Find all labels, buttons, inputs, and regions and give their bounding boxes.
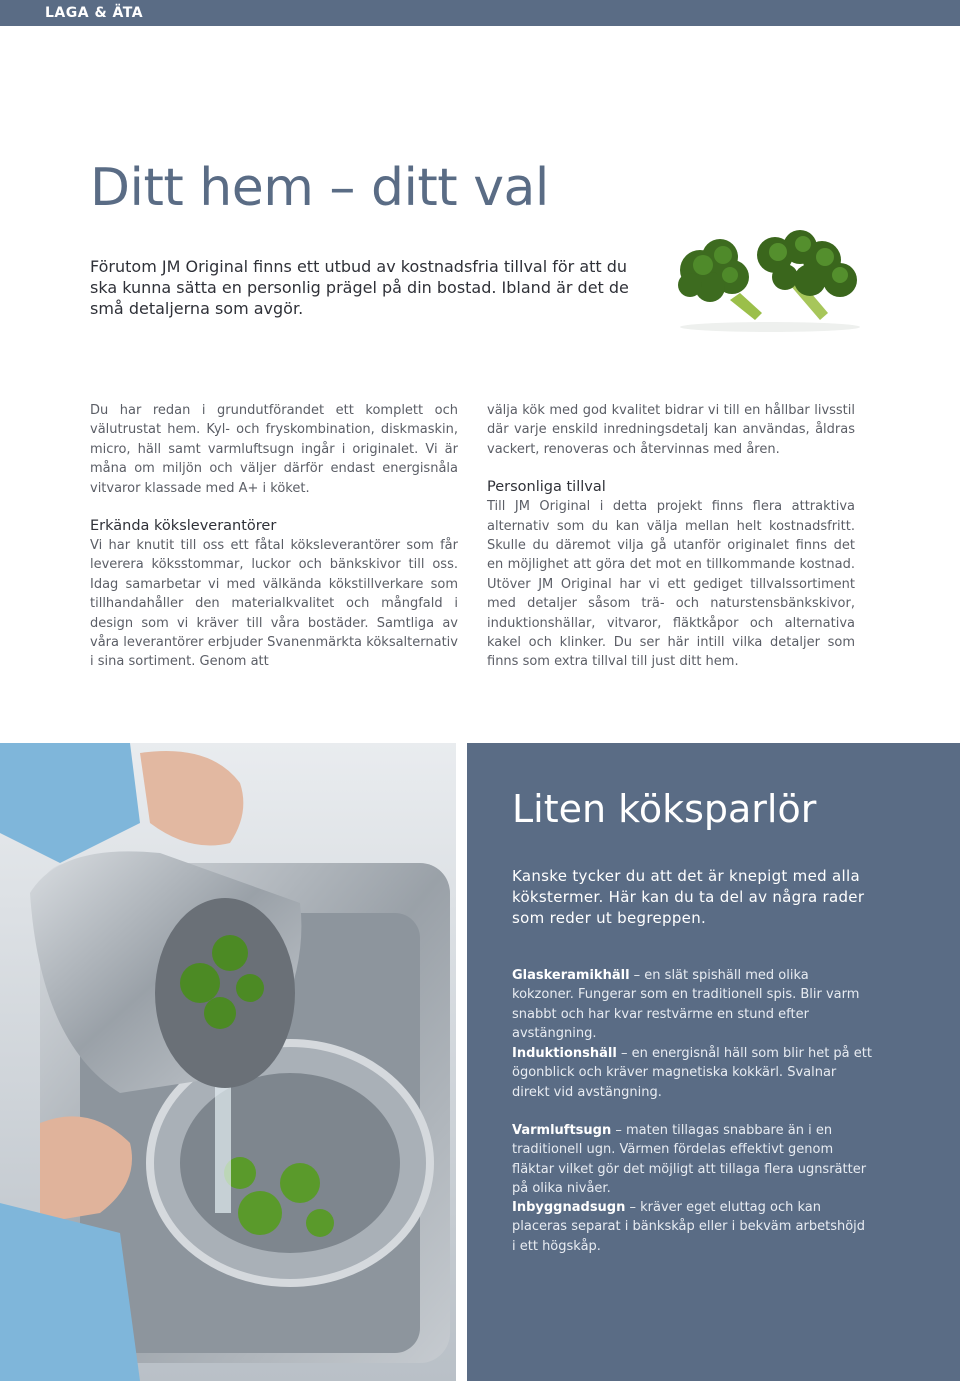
page-title: Ditt hem – ditt val bbox=[90, 158, 549, 218]
intro-paragraph: Förutom JM Original finns ett utbud av kostnadsfria tillval för att du ska kunna sätta en personlig prägel på din bostad. Ibland är det de små detaljerna som avgör. bbox=[90, 257, 629, 318]
panel-intro: Kanske tycker du att det är knepigt med alla kökstermer. Här kan du ta del av några rader som reder ut begreppen. bbox=[512, 867, 865, 927]
kitchen-glossary-panel bbox=[467, 743, 960, 1381]
glossary-definition: – en slät spishäll med olika kokzoner. Fungerar som en traditionell spis. Blir varm snabbt och har kvar restvärme en stund efter avstängning. bbox=[512, 968, 860, 1042]
kitchen-sink-photo bbox=[0, 743, 456, 1381]
heading-personal-options: Personliga tillval bbox=[487, 479, 606, 496]
glossary-entry bbox=[512, 966, 872, 1044]
glossary-entry bbox=[512, 1121, 872, 1199]
left-paragraph-1: Du har redan i grundutförandet ett komplett och välutrustat hem. Kyl- och fryskombination, diskmaskin, micro, häll samt varmluftsugn ingår i originalet. Vi är måna om miljön och väljer därför endast energisnåla vitvaror klassade med A+ i köket. bbox=[90, 403, 458, 496]
left-column bbox=[90, 401, 458, 672]
glossary-entry bbox=[512, 1198, 872, 1256]
right-paragraph-2: Till JM Original i detta projekt finns flera attraktiva alternativ som du kan välja mellan helt kostnadsfritt. Skulle du däremot vilja gå utanför originalet finns det en möjlighet att göra det mot en tillkommande kostnad. Utöver JM Original har vi ett gediget tillvalssortiment med detaljer såsom trä- och naturstensbänkskivor, induktionshällar, vitvaror, fläktkåpor och alternativa kakel och klinker. Du ser här intill vilka detaljer som finns som extra tillval till just ditt hem. bbox=[487, 499, 855, 670]
broccoli-image bbox=[670, 225, 870, 335]
right-column bbox=[487, 401, 855, 672]
glossary-term: Glaskeramikhäll bbox=[512, 968, 630, 983]
glossary-term: Varmluftsugn bbox=[512, 1123, 612, 1138]
glossary-term: Induktionshäll bbox=[512, 1046, 617, 1061]
glossary-definition: – kräver eget eluttag och kan placeras separat i bänkskåp eller i bekväm arbetshöjd i ett högskåp. bbox=[512, 1200, 866, 1254]
glossary-entry bbox=[512, 1044, 872, 1102]
heading-kitchen-suppliers: Erkända köksleverantörer bbox=[90, 518, 277, 535]
left-paragraph-2: Vi har knutit till oss ett fåtal köksleverantörer som får leverera köksstommar, luckor och bänkskivor till oss. Idag samarbetar vi med välkända kökstillverkare som tillhandahåller den materialkvalitet och mångfald i design som vi kräver till våra bostäder. Samtliga av våra leverantörer erbjuder Svanenmärkta köksalternativ i sina sortiment. Genom att bbox=[90, 538, 458, 670]
glossary-term: Inbyggnadsugn bbox=[512, 1200, 626, 1215]
right-paragraph-1: välja kök med god kvalitet bidrar vi till en hållbar livsstil där varje enskild inredningsdetalj kan användas, åldras vackert, renoveras och återvinnas med åren. bbox=[487, 403, 855, 457]
panel-title: Liten köksparlör bbox=[512, 787, 817, 831]
section-label: LAGA & ÄTA bbox=[45, 5, 144, 21]
glossary-definition: – en energisnål häll som blir het på ett ögonblick och kräver magnetiska kokkärl. Svalnar direkt vid avstängning. bbox=[512, 1046, 872, 1100]
header-bar bbox=[0, 0, 960, 26]
glossary-definition: – maten tillagas snabbare än i en traditionell ugn. Värmen fördelas effektivt genom fläktar vilket gör det möjligt att tillaga flera ugnsrätter på olika nivåer. bbox=[512, 1123, 867, 1197]
